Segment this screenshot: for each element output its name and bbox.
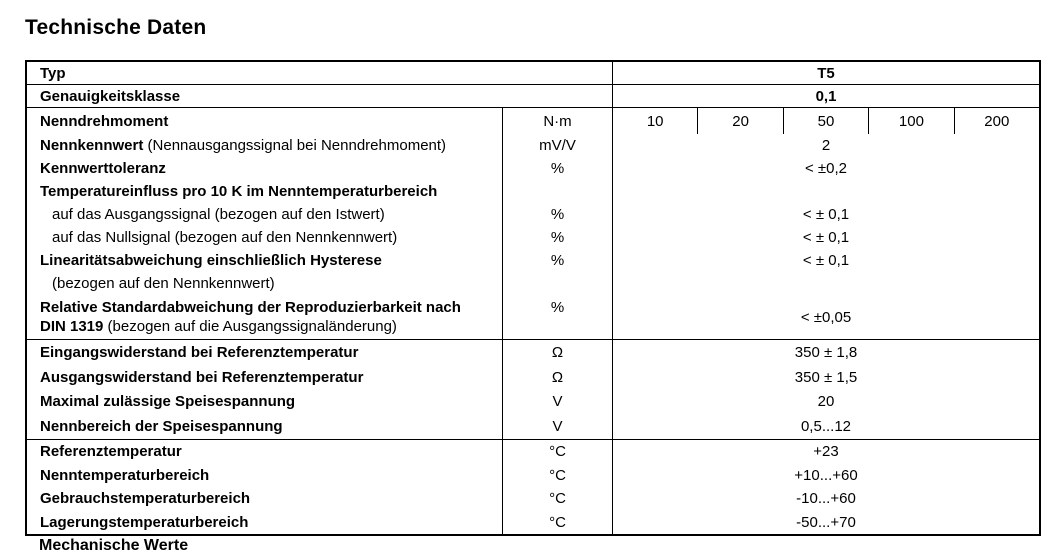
row-lagerungstemperaturbereich-unit: °C bbox=[502, 511, 612, 535]
row-linearitaet-note bbox=[27, 272, 1039, 295]
row-genauigkeitsklasse bbox=[27, 85, 1039, 108]
row-eingangswiderstand bbox=[27, 340, 1039, 365]
label-main: Nennkennwert bbox=[40, 137, 144, 154]
section-temperature bbox=[27, 440, 1039, 534]
row-ausgangssignal-label: auf das Ausgangssignal (bezogen auf den Istwert) bbox=[52, 206, 385, 223]
row-standardabweichung-label bbox=[27, 295, 502, 339]
row-ausgangssignal bbox=[27, 203, 1039, 226]
row-kennwerttoleranz bbox=[27, 157, 1039, 180]
row-linearitaet-note-value bbox=[612, 272, 1039, 295]
row-linearitaet bbox=[27, 249, 1039, 272]
row-nenndrehmoment bbox=[27, 108, 1039, 134]
row-max-speisespannung-unit: V bbox=[502, 390, 612, 415]
row-genauigkeitsklasse-value: 0,1 bbox=[612, 85, 1039, 107]
row-ausgangswiderstand bbox=[27, 365, 1039, 390]
row-linearitaet-label: Linearitätsabweichung einschließlich Hysterese bbox=[40, 252, 382, 269]
section-electrical bbox=[27, 340, 1039, 440]
row-typ-value: T5 bbox=[612, 62, 1039, 84]
row-nennbereich-speisespannung bbox=[27, 414, 1039, 439]
row-referenztemperatur-label: Referenztemperatur bbox=[40, 443, 182, 461]
row-eingangswiderstand-unit: Ω bbox=[502, 340, 612, 365]
row-lagerungstemperaturbereich-value: -50...+70 bbox=[612, 511, 1039, 535]
row-typ bbox=[27, 62, 1039, 85]
label-note: (Nennausgangssignal bei Nenndrehmoment) bbox=[143, 137, 447, 154]
row-nenntemperaturbereich-label: Nenntemperaturbereich bbox=[40, 466, 210, 484]
torque-column: 50 bbox=[783, 108, 868, 134]
row-nenndrehmoment-values bbox=[612, 108, 1039, 134]
row-standardabweichung-value: < ±0,05 bbox=[612, 295, 1039, 339]
row-nennkennwert bbox=[27, 134, 1039, 157]
next-section-title-clipped: Mechanische Werte bbox=[39, 537, 189, 554]
row-eingangswiderstand-value: 350 ± 1,8 bbox=[612, 340, 1039, 365]
row-temperatureinfluss-value bbox=[612, 180, 1039, 203]
row-nennkennwert-unit: mV/V bbox=[502, 134, 612, 157]
row-standardabweichung bbox=[27, 295, 1039, 339]
row-ausgangswiderstand-value: 350 ± 1,5 bbox=[612, 365, 1039, 390]
row-temperatureinfluss-unit bbox=[502, 180, 612, 203]
row-ausgangswiderstand-unit: Ω bbox=[502, 365, 612, 390]
row-gebrauchstemperaturbereich bbox=[27, 487, 1039, 511]
row-linearitaet-value: < ± 0,1 bbox=[612, 249, 1039, 272]
row-temperatureinfluss-label: Temperatureinfluss pro 10 K im Nenntemperaturbereich bbox=[40, 183, 438, 200]
row-ausgangssignal-unit: % bbox=[502, 203, 612, 226]
row-gebrauchstemperaturbereich-label: Gebrauchstemperaturbereich bbox=[40, 490, 251, 508]
label-line1-text: Relative Standardabweichung der Reproduzierbarkeit nach bbox=[40, 299, 461, 316]
row-standardabweichung-unit: % bbox=[502, 295, 612, 339]
row-kennwerttoleranz-unit: % bbox=[502, 157, 612, 180]
row-nullsignal-value: < ± 0,1 bbox=[612, 226, 1039, 249]
row-nullsignal-unit: % bbox=[502, 226, 612, 249]
row-nennkennwert-value: 2 bbox=[612, 134, 1039, 157]
label-line1 bbox=[40, 298, 502, 317]
torque-column: 10 bbox=[646, 112, 664, 130]
row-typ-label: Typ bbox=[40, 64, 66, 82]
row-max-speisespannung bbox=[27, 390, 1039, 415]
row-referenztemperatur bbox=[27, 440, 1039, 464]
row-nennbereich-speisespannung-unit: V bbox=[502, 414, 612, 439]
row-nenntemperaturbereich-unit: °C bbox=[502, 464, 612, 488]
row-lagerungstemperaturbereich-label: Lagerungstemperaturbereich bbox=[40, 513, 249, 531]
row-nennbereich-speisespannung-label: Nennbereich der Speisespannung bbox=[40, 418, 283, 436]
row-kennwerttoleranz-value: < ±0,2 bbox=[612, 157, 1039, 180]
row-ausgangssignal-value: < ± 0,1 bbox=[612, 203, 1039, 226]
row-nenntemperaturbereich-value: +10...+60 bbox=[612, 464, 1039, 488]
row-nennkennwert-label bbox=[27, 137, 502, 154]
label-line2-bold: DIN 1319 bbox=[40, 318, 104, 335]
label-line2 bbox=[40, 317, 502, 336]
page-title: Technische Daten bbox=[25, 16, 207, 39]
row-nennbereich-speisespannung-value: 0,5...12 bbox=[612, 414, 1039, 439]
row-referenztemperatur-unit: °C bbox=[502, 440, 612, 464]
row-nenntemperaturbereich bbox=[27, 464, 1039, 488]
torque-column: 200 bbox=[954, 108, 1039, 134]
row-max-speisespannung-value: 20 bbox=[612, 390, 1039, 415]
row-max-speisespannung-label: Maximal zulässige Speisespannung bbox=[40, 393, 296, 411]
row-nullsignal-label: auf das Nullsignal (bezogen auf den Nennkennwert) bbox=[52, 229, 398, 246]
row-lagerungstemperaturbereich bbox=[27, 511, 1039, 535]
row-nullsignal bbox=[27, 226, 1039, 249]
section-signal bbox=[27, 108, 1039, 340]
technical-data-table bbox=[25, 60, 1041, 536]
row-kennwerttoleranz-label: Kennwerttoleranz bbox=[40, 160, 166, 177]
row-nenndrehmoment-label: Nenndrehmoment bbox=[40, 112, 169, 130]
label-line2-note: (bezogen auf die Ausgangssignaländerung) bbox=[103, 318, 397, 335]
row-nenndrehmoment-unit: N·m bbox=[502, 108, 612, 134]
row-eingangswiderstand-label: Eingangswiderstand bei Referenztemperatur bbox=[40, 343, 359, 361]
row-temperatureinfluss bbox=[27, 180, 1039, 203]
row-linearitaet-note-unit bbox=[502, 272, 612, 295]
torque-column: 100 bbox=[868, 108, 953, 134]
row-referenztemperatur-value: +23 bbox=[612, 440, 1039, 464]
row-linearitaet-unit: % bbox=[502, 249, 612, 272]
torque-column: 20 bbox=[697, 108, 782, 134]
row-ausgangswiderstand-label: Ausgangswiderstand bei Referenztemperatur bbox=[40, 368, 364, 386]
row-linearitaet-note-label: (bezogen auf den Nennkennwert) bbox=[52, 275, 275, 292]
row-genauigkeitsklasse-label: Genauigkeitsklasse bbox=[40, 87, 181, 105]
row-gebrauchstemperaturbereich-value: -10...+60 bbox=[612, 487, 1039, 511]
row-gebrauchstemperaturbereich-unit: °C bbox=[502, 487, 612, 511]
